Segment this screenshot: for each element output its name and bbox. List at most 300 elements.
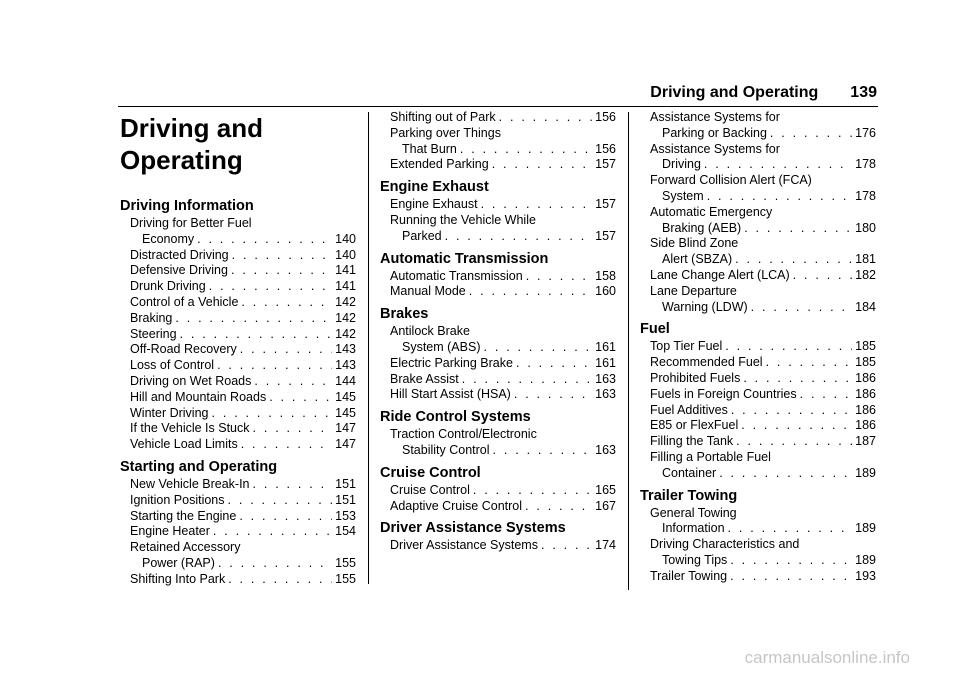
dot-leader [484, 340, 593, 356]
dot-leader [731, 403, 852, 419]
toc-entry-line [390, 213, 616, 229]
dot-leader [526, 269, 592, 285]
toc-section [640, 319, 876, 481]
section-heading: Ride Control Systems [380, 409, 531, 426]
running-head-title: Driving and Operating [650, 84, 819, 101]
toc-entry-title: Brake Assist [390, 371, 459, 386]
toc-page-number: 145 [335, 405, 356, 420]
dot-leader [469, 284, 592, 300]
toc-entry[interactable] [130, 311, 356, 327]
toc-entry-title: Stability Control [402, 442, 490, 457]
toc-page-number: 163 [595, 371, 616, 386]
toc-entry[interactable] [130, 279, 356, 295]
toc-entry-line [650, 403, 876, 419]
toc-entry-title: Loss of Control [130, 358, 215, 373]
toc-entry-title: Forward Collision Alert (FCA) [650, 173, 812, 188]
toc-entry-line [650, 142, 876, 158]
toc-section [380, 463, 616, 515]
dot-leader [730, 553, 852, 569]
toc-page-number: 180 [855, 220, 876, 235]
dot-leader [493, 443, 593, 459]
toc-entry-title: System [662, 188, 704, 203]
toc-entry-line [390, 372, 616, 388]
toc-entry[interactable] [130, 421, 356, 437]
dot-leader [744, 221, 852, 237]
toc-page-number: 186 [855, 386, 876, 401]
dot-leader [241, 437, 332, 453]
toc-entry-title: Distracted Driving [130, 247, 229, 262]
toc-entry-line [130, 406, 356, 422]
toc-entry[interactable] [650, 371, 876, 387]
toc-entry-title: Manual Mode [390, 284, 466, 299]
toc-entry-line [650, 387, 876, 403]
dot-leader [213, 524, 332, 540]
toc-entry[interactable] [650, 339, 876, 355]
section-heading: Engine Exhaust [380, 179, 489, 196]
column-divider-1 [368, 112, 369, 584]
toc-entry-title: Driving [662, 157, 701, 172]
toc-entry[interactable] [130, 327, 356, 343]
toc-page-number: 160 [595, 284, 616, 299]
toc-section [380, 304, 616, 403]
toc-entry-title: Retained Accessory [130, 540, 241, 555]
toc-entry-title: That Burn [402, 141, 457, 156]
toc-entry[interactable] [650, 173, 876, 205]
toc-entry-title: Trailer Towing [650, 568, 728, 583]
toc-page-number: 140 [335, 231, 356, 246]
dot-leader [704, 157, 852, 173]
toc-entry-title: Shifting out of Park [390, 110, 496, 124]
dot-leader [725, 339, 852, 355]
toc-page-number: 185 [855, 355, 876, 370]
toc-entry-line [650, 418, 876, 434]
toc-page-number: 176 [855, 125, 876, 140]
toc-entry[interactable] [130, 216, 356, 248]
toc-entry-title: Starting the Engine [130, 508, 237, 523]
section-heading: Brakes [380, 306, 429, 323]
toc-entry-line [390, 157, 616, 173]
toc-entry-title: Engine Heater [130, 524, 210, 539]
dot-leader [254, 374, 332, 390]
toc-section [640, 486, 876, 585]
toc-entry[interactable] [390, 284, 616, 300]
toc-entry-title: Braking (AEB) [662, 220, 742, 235]
toc-entry-line [390, 499, 616, 515]
toc-entry-title: Driving on Wet Roads [130, 373, 252, 388]
dot-leader [218, 556, 332, 572]
toc-entry[interactable] [650, 142, 876, 174]
dot-leader [241, 295, 332, 311]
toc-page-number: 154 [335, 524, 356, 539]
section-heading: Driver Assistance Systems [380, 520, 566, 537]
toc-entry[interactable] [130, 263, 356, 279]
toc-entry-line [130, 437, 356, 453]
toc-entry[interactable] [390, 427, 616, 459]
section-heading: Starting and Operating [120, 458, 278, 475]
toc-entry-line [130, 421, 356, 437]
toc-entry-line [130, 295, 356, 311]
toc-entry[interactable] [650, 387, 876, 403]
toc-entry-line [390, 443, 616, 459]
toc-entry-title: Running the Vehicle While [390, 212, 536, 227]
toc-entry[interactable] [390, 157, 616, 173]
toc-entry[interactable] [130, 248, 356, 264]
toc-entry-line [650, 339, 876, 355]
toc-page-number: 142 [335, 294, 356, 309]
toc-entry-line [650, 466, 876, 482]
toc-entry[interactable] [130, 540, 356, 572]
toc-entry-line [130, 493, 356, 509]
toc-section [120, 196, 356, 453]
toc-page-number: 157 [595, 197, 616, 212]
toc-entry-title: Top Tier Fuel [650, 339, 723, 354]
dot-leader [197, 232, 332, 248]
toc-entry-line [130, 232, 356, 248]
toc-entry[interactable] [390, 538, 616, 554]
toc-entry[interactable] [390, 499, 616, 515]
toc-page-number: 181 [855, 252, 876, 267]
page-title-line: Operating [120, 145, 243, 175]
dot-leader [741, 418, 852, 434]
toc-entry[interactable] [130, 374, 356, 390]
toc-entry[interactable] [130, 295, 356, 311]
dot-leader [499, 110, 593, 126]
toc-section-continued [640, 110, 876, 315]
toc-entry-line [650, 252, 876, 268]
toc-entry-title: Vehicle Load Limits [130, 437, 238, 452]
toc-entry-title: Winter Driving [130, 405, 209, 420]
toc-entry-line [650, 537, 876, 553]
toc-entry-title: Shifting Into Park [130, 571, 226, 586]
toc-entry-line [650, 284, 876, 300]
toc-entry[interactable] [390, 324, 616, 356]
dot-leader [473, 483, 592, 499]
toc-page-number: 155 [335, 555, 356, 570]
toc-entry-line [130, 248, 356, 264]
toc-page-number: 155 [335, 571, 356, 586]
toc-entry-line [390, 142, 616, 158]
toc-entry-title: Power (RAP) [142, 555, 215, 570]
dot-leader [232, 248, 333, 264]
toc-page-number: 157 [595, 228, 616, 243]
toc-entry-title: Hill and Mountain Roads [130, 389, 267, 404]
toc-entry-title: Traction Control/Electronic [390, 427, 537, 442]
toc-page-number: 182 [855, 267, 876, 282]
dot-leader [492, 157, 592, 173]
toc-entry[interactable] [650, 418, 876, 434]
toc-entry[interactable] [390, 197, 616, 213]
toc-entry-line [390, 197, 616, 213]
dot-leader [525, 499, 592, 515]
toc-page-number: 147 [335, 421, 356, 436]
toc-entry-title: Assistance Systems for [650, 141, 780, 156]
toc-entry-line [650, 173, 876, 189]
toc-entry-line [650, 371, 876, 387]
toc-entry[interactable] [390, 110, 616, 126]
dot-leader [516, 356, 592, 372]
toc-entry[interactable] [390, 387, 616, 403]
toc-entry-line [130, 572, 356, 588]
toc-page-number: 185 [855, 339, 876, 354]
toc-entry[interactable] [650, 450, 876, 482]
toc-entry[interactable] [390, 269, 616, 285]
toc-entry-line [130, 374, 356, 390]
toc-entry[interactable] [650, 355, 876, 371]
toc-entry-title: Parking over Things [390, 125, 501, 140]
toc-entry-title: Cruise Control [390, 482, 470, 497]
toc-entry[interactable] [650, 268, 876, 284]
toc-entry[interactable] [650, 569, 876, 585]
toc-page-number: 178 [855, 188, 876, 203]
toc-entry-line [390, 126, 616, 142]
dot-leader [253, 477, 333, 493]
dot-leader [460, 142, 592, 158]
dot-leader [228, 493, 333, 509]
toc-entry[interactable] [130, 493, 356, 509]
toc-entry[interactable] [130, 358, 356, 374]
toc-entry-line [130, 216, 356, 232]
dot-leader [751, 300, 852, 316]
toc-entry-title: Fuels in Foreign Countries [650, 386, 797, 401]
toc-entry-line [130, 477, 356, 493]
toc-entry-title: Off-Road Recovery [130, 342, 237, 357]
toc-section-continued [380, 110, 616, 173]
toc-page-number: 141 [335, 279, 356, 294]
toc-page-number: 163 [595, 387, 616, 402]
toc-page-number: 186 [855, 402, 876, 417]
dot-leader [800, 387, 853, 403]
toc-entry[interactable] [650, 537, 876, 569]
dot-leader [180, 327, 333, 343]
toc-entry-title: System (ABS) [402, 339, 481, 354]
toc-entry-title: Parked [402, 228, 442, 243]
toc-entry-title: Container [662, 465, 717, 480]
toc-page-number: 193 [855, 568, 876, 583]
toc-entry-line [650, 355, 876, 371]
dot-leader [269, 390, 332, 406]
toc-page-number: 161 [595, 355, 616, 370]
toc-entry-line [390, 110, 616, 126]
toc-page-number: 163 [595, 442, 616, 457]
toc-page-number: 142 [335, 326, 356, 341]
toc-entry-title: Towing Tips [662, 552, 728, 567]
toc-entry-line [650, 205, 876, 221]
toc-entry[interactable] [130, 342, 356, 358]
toc-page-number: 141 [335, 263, 356, 278]
toc-entry-line [390, 356, 616, 372]
toc-page-number: 189 [855, 521, 876, 536]
toc-page-number: 184 [855, 299, 876, 314]
toc-page-number: 143 [335, 342, 356, 357]
toc-entry[interactable] [650, 110, 876, 142]
toc-entry-title: Control of a Vehicle [130, 294, 239, 309]
toc-entry-title: E85 or FlexFuel [650, 418, 739, 433]
toc-entry-title: Warning (LDW) [662, 299, 748, 314]
toc-column-1 [120, 110, 356, 588]
toc-entry-line [390, 269, 616, 285]
toc-entry-title: Extended Parking [390, 157, 489, 172]
toc-section [380, 177, 616, 244]
toc-page-number: 143 [335, 358, 356, 373]
toc-entry-title: Automatic Transmission [390, 268, 523, 283]
toc-entry-title: Drunk Driving [130, 279, 206, 294]
toc-entry-line [390, 483, 616, 499]
section-heading: Fuel [640, 321, 670, 338]
toc-section [380, 518, 616, 554]
toc-entry[interactable] [130, 477, 356, 493]
page-number: 139 [850, 84, 877, 101]
toc-entry-line [650, 300, 876, 316]
toc-entry-line [650, 157, 876, 173]
dot-leader [175, 311, 332, 327]
toc-entry[interactable] [650, 205, 876, 237]
toc-entry-line [130, 540, 356, 556]
toc-entry-title: If the Vehicle Is Stuck [130, 421, 250, 436]
toc-entry[interactable] [130, 524, 356, 540]
page-title [120, 110, 356, 176]
toc-page-number: 189 [855, 552, 876, 567]
toc-entry-line [650, 268, 876, 284]
toc-entry[interactable] [130, 509, 356, 525]
toc-entry[interactable] [650, 236, 876, 268]
toc-entry[interactable] [650, 506, 876, 538]
dot-leader [240, 342, 332, 358]
dot-leader [212, 406, 333, 422]
toc-page-number: 178 [855, 157, 876, 172]
toc-page-number: 186 [855, 418, 876, 433]
toc-entry-line [650, 569, 876, 585]
toc-entry-title: Engine Exhaust [390, 197, 478, 212]
section-heading: Cruise Control [380, 464, 481, 481]
toc-page-number: 151 [335, 476, 356, 491]
toc-entry[interactable] [130, 572, 356, 588]
toc-entry-line [650, 110, 876, 126]
toc-entry[interactable] [390, 213, 616, 245]
dot-leader [707, 189, 852, 205]
toc-entry-title: Antilock Brake [390, 324, 470, 339]
header-rule [118, 106, 878, 107]
toc-entry[interactable] [390, 126, 616, 158]
toc-entry[interactable] [650, 434, 876, 450]
dot-leader [514, 387, 592, 403]
toc-entry-line [650, 553, 876, 569]
toc-entry-title: Hill Start Assist (HSA) [390, 387, 511, 402]
toc-entry-line [130, 509, 356, 525]
toc-entry[interactable] [130, 437, 356, 453]
toc-entry-title: Filling the Tank [650, 434, 734, 449]
toc-page-number: 165 [595, 482, 616, 497]
toc-section [380, 407, 616, 459]
toc-entry-line [650, 521, 876, 537]
toc-entry-title: Electric Parking Brake [390, 355, 513, 370]
section-heading: Driving Information [120, 198, 254, 214]
dot-leader [462, 372, 592, 388]
toc-entry-title: Alert (SBZA) [662, 252, 733, 267]
toc-entry[interactable] [130, 406, 356, 422]
dot-leader [743, 371, 852, 387]
toc-entry-line [130, 524, 356, 540]
toc-entry[interactable] [390, 483, 616, 499]
toc-entry-title: Prohibited Fuels [650, 370, 741, 385]
toc-entry-title: Adaptive Cruise Control [390, 498, 523, 513]
toc-page-number: 153 [335, 508, 356, 523]
dot-leader [253, 421, 333, 437]
column-divider-2 [628, 112, 629, 590]
dot-leader [766, 355, 853, 371]
toc-entry-line [390, 324, 616, 340]
toc-page-number: 174 [595, 538, 616, 553]
toc-entry-line [650, 189, 876, 205]
toc-page-number: 187 [855, 434, 876, 449]
toc-page-number: 145 [335, 389, 356, 404]
toc-entry-title: Fuel Additives [650, 402, 728, 417]
dot-leader [730, 569, 852, 585]
toc-entry-line [130, 390, 356, 406]
toc-entry-title: New Vehicle Break-In [130, 476, 250, 491]
dot-leader [793, 268, 852, 284]
toc-entry[interactable] [390, 356, 616, 372]
toc-entry-title: Automatic Emergency [650, 204, 773, 219]
toc-page-number: 167 [595, 498, 616, 513]
toc-page-number: 186 [855, 370, 876, 385]
dot-leader [719, 466, 852, 482]
toc-entry[interactable] [650, 284, 876, 316]
dot-leader [228, 572, 332, 588]
toc-entry-line [650, 236, 876, 252]
toc-entry-title: Filling a Portable Fuel [650, 449, 771, 464]
toc-page-number: 144 [335, 373, 356, 388]
toc-page-number: 161 [595, 339, 616, 354]
toc-entry-title: Information [662, 521, 725, 536]
dot-leader [541, 538, 592, 554]
dot-leader [445, 229, 593, 245]
toc-entry[interactable] [390, 372, 616, 388]
toc-page-number: 142 [335, 310, 356, 325]
running-head [0, 84, 877, 102]
toc-entry-title: General Towing [650, 505, 737, 520]
toc-page-number: 151 [335, 492, 356, 507]
toc-entry-title: Economy [142, 231, 195, 246]
toc-column-3 [640, 110, 876, 585]
toc-section [380, 249, 616, 301]
dot-leader [231, 263, 332, 279]
toc-page-number: 156 [595, 110, 616, 124]
toc-entry-title: Ignition Positions [130, 492, 225, 507]
toc-entry-line [390, 284, 616, 300]
dot-leader [239, 509, 332, 525]
toc-entry-line [650, 126, 876, 142]
toc-page-number: 156 [595, 141, 616, 156]
toc-entry-line [650, 221, 876, 237]
toc-entry-line [130, 279, 356, 295]
toc-column-2 [380, 110, 616, 554]
toc-entry-line [130, 342, 356, 358]
watermark-text: carmanualsonline.info [744, 648, 910, 667]
dot-leader [728, 521, 853, 537]
toc-entry-title: Assistance Systems for [650, 110, 780, 124]
toc-entry-line [390, 229, 616, 245]
toc-entry-line [130, 327, 356, 343]
section-heading: Trailer Towing [640, 487, 738, 504]
dot-leader [217, 358, 332, 374]
toc-entry[interactable] [130, 390, 356, 406]
toc-entry-title: Parking or Backing [662, 125, 767, 140]
toc-entry-line [390, 387, 616, 403]
toc-entry-line [650, 434, 876, 450]
toc-entry[interactable] [650, 403, 876, 419]
dot-leader [481, 197, 593, 213]
toc-section [120, 457, 356, 588]
